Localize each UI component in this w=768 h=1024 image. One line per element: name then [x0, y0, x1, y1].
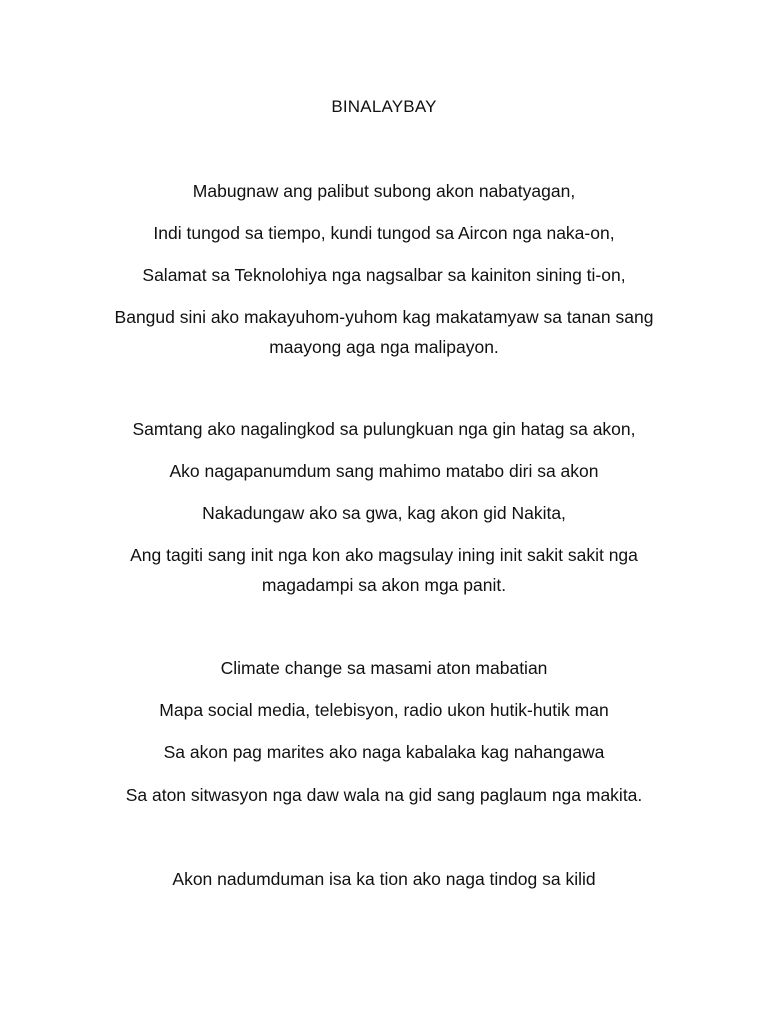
poem-line: Samtang ako nagalingkod sa pulungkuan nga gin hatag sa akon, — [132, 419, 636, 439]
poem-line: Climate change sa masami aton mabatian — [220, 658, 548, 678]
poem-line: Ang tagiti sang init nga kon ako magsulay ining init sakit sakit nga magadampi sa akon mga panit. — [130, 545, 638, 595]
poem-line: Sa akon pag marites ako naga kabalaka kag nahangawa — [163, 742, 605, 762]
poem-line: Ako nagapanumdum sang mahimo matabo diri sa akon — [169, 461, 599, 481]
poem-title: BINALAYBAY — [331, 97, 437, 116]
poem-line: Sa aton sitwasyon nga daw wala na gid sang paglaum nga makita. — [125, 785, 643, 805]
poem-line: Bangud sini ako makayuhom-yuhom kag makatamyaw sa tanan sang maayong aga nga malipayon. — [114, 307, 654, 357]
poem-line: Indi tungod sa tiempo, kundi tungod sa Aircon nga naka-on, — [153, 223, 615, 243]
poem-line: Salamat sa Teknolohiya nga nagsalbar sa kainiton sining ti-on, — [142, 265, 626, 285]
poem-line: Mabugnaw ang palibut subong akon nabatyagan, — [192, 181, 576, 201]
poem-line: Nakadungaw ako sa gwa, kag akon gid Nakita, — [202, 503, 566, 523]
poem-line: Mapa social media, telebisyon, radio ukon hutik-hutik man — [159, 700, 609, 720]
poem-line: Akon nadumduman isa ka tion ako naga tindog sa kilid — [172, 869, 596, 889]
